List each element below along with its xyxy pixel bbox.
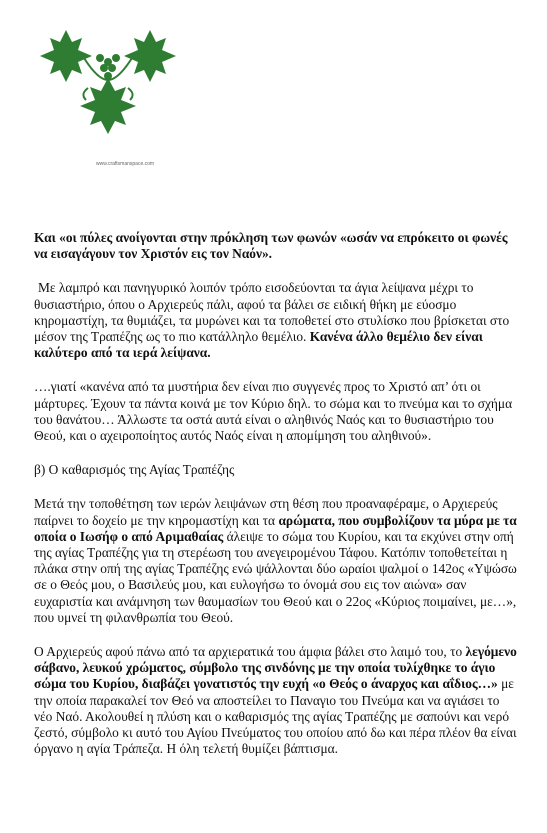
paragraph-1 — [34, 230, 518, 262]
leaf-cluster-icon — [38, 18, 178, 140]
paragraph-5-text-a: Ο Αρχιερεύς αφού πάνω από τα αρχιερατικά του άμφια βάλει στο λαιμό του, το — [34, 644, 466, 660]
paragraph-5-text-c: με την οποία παρακαλεί τον Θεό να αποστείλει το Παναγιο του Πνεύμα και να αγιάσει το νέο Ναό. Ακολουθεί η πλύση και ο καθαρισμός της αγίας Τραπέζης με σαπούνι και νερό ζεστό, σύμβολο κι αυτό του Αγίου Πνεύματος του οποίου από δω και πέρα πλέον θα είναι όργανο η αγία Τράπεζα. Η όλη τελετή θυμίζει βάπτισμα. — [34, 676, 517, 757]
paragraph-3 — [34, 379, 518, 444]
paragraph-3-text: ….γιατί «κανένα από τα μυστήρια δεν είναι πιο συγγενές προς το Χριστό απ’ ότι οι μάρτυρες. Έχουν τα πάντα κοινά με τον Κύριο δηλ. το σώμα και το πνεύμα και το σχήμα του θανάτου… Άλλωστε τα οστά αυτά είναι ο αληθινός Ναός και το θυσιαστήριο του Θεού, και ο αχειροποίητος αυτός Ναός είναι η απομίμηση του αληθινού». — [34, 379, 513, 444]
section-heading: β) Ο καθαρισμός της Αγίας Τραπέζης — [34, 462, 235, 478]
paragraph-4-text-c: άλειψε το σώμα του Κυρίου, και τα εκχύνει στην οπή της αγίας Τραπέζης για τη στερέωση του ανεγειρομένου Τάφου. Κατόπιν τοποθετείται η πλάκα στην οπή της αγίας Τραπέζης ενώ ψάλλονται δύο ωραίοι ψαλμοί ο 142ος «Υψώσω σε ο Θεός μου, ο Βασιλεύς μου, και ευλογήσω το όνομά σου εις τον αιώνα» σαν ευχαριστία και ανάμνηση των θαυμασίων του Θεού και ο 22ος «Κύριος ποιμαίνει, με…», που υμνεί τη φιλανθρωπία του Θεού. — [34, 528, 517, 625]
paragraph-2-text: Με λαμπρό και πανηγυρικό λοιπόν τρόπο εισοδεύονται τα άγια λείψανα μέχρι το θυσιαστήριο, όπου ο Αρχιερεύς πάλι, αφού τα βάλει σε ειδική θήκη με εύοσμο κηρομαστίχη, τα θυμιάζει, τα μυρώνει και τα τοποθετεί στο στυλίσκο που βρίσκεται στο μέσον της Τραπέζης ως το πιο κατάλληλο θεμέλιο. — [34, 280, 510, 345]
document-body — [34, 230, 518, 775]
paragraph-4-text-a: Μετά την τοποθέτηση των ιερών λειψάνων στη θέση που προαναφέραμε, ο Αρχιερεύς παίρνει το δοχείο με την κηρομαστίχη και τα — [34, 496, 498, 528]
paragraph-2 — [34, 280, 518, 361]
watermark-text: www.craftsmanspace.com — [96, 161, 155, 167]
paragraph-4 — [34, 496, 518, 626]
paragraph-4-bold: αρώματα, που συμβολίζουν τα μύρα με τα οποία ο Ιωσήφ ο από Αριμαθαίας — [34, 512, 517, 544]
paragraph-5-bold: λεγόμενο σάβανο, λευκού χρώματος, σύμβολο της σινδόνης με την οποία τυλίχθηκε το άγιο σώμα του Κυρίου, διαβάζει γονατιστός την ευχή «ο Θεός ο άναρχος και αΐδιος…» — [34, 644, 517, 692]
grapevine-ornament — [38, 18, 178, 167]
paragraph-2-bold: Κανένα άλλο θεμέλιο δεν είναι καλύτερο από τα ιερά λείψανα. — [34, 329, 483, 361]
paragraph-5 — [34, 644, 518, 757]
paragraph-1-bold: Και «οι πύλες ανοίγονται στην πρόκληση των φωνών «ωσάν να επρόκειτο οι φωνές να εισαγάγουν τον Χριστόν εις τον Ναόν». — [34, 230, 508, 262]
